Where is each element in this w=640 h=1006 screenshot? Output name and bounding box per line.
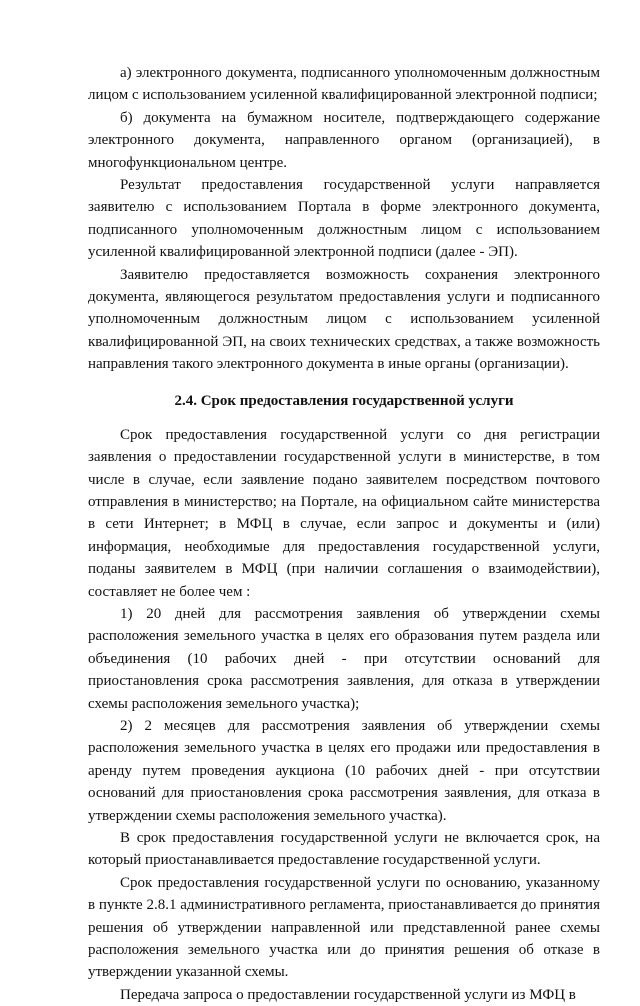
paragraph-term-item-2: 2) 2 месяцев для рассмотрения заявления об утверждении схемы расположения земельного участка в целях его продажи или предоставления в аренду путем проведения аукциона (10 рабочих дней - при отсутствии оснований для приостановления срока рассмотрения заявления, для отказа в утверждении схемы расположения земельного участка).	[88, 717, 600, 824]
paragraph-result-saving: Заявителю предоставляется возможность сохранения электронного документа, являющегося результатом предоставления услуги и подписанного уполномоченным должностным лицом с использованием усиленной квалифицированной ЭП, на своих технических средствах, а также возможность направления такого электронного документа в иные органы (организации).	[88, 266, 600, 373]
paragraph-term-suspension: Срок предоставления государственной услуги по основанию, указанному в пункте 2.8.1 административного регламента, приостанавливается до принятия решения об утверждении направленной или представленной ранее схемы расположения земельного участка или до принятия решения об отказе в утверждении указанной схемы.	[88, 874, 600, 981]
paragraph-item-a: а) электронного документа, подписанного уполномоченным должностным лицом с использованием усиленной квалифицированной электронной подписи;	[88, 65, 600, 104]
paragraph-mfc-transfer: Передача запроса о предоставлении государственной услуги из МФЦ в	[120, 986, 576, 1003]
paragraph-item-b: б) документа на бумажном носителе, подтверждающего содержание электронного документа, направленного органом (организацией), в многофункциональном центре.	[88, 109, 600, 171]
paragraph-term-intro: Срок предоставления государственной услуги со дня регистрации заявления о предоставлении государственной услуги в министерстве, в том числе в случае, если заявление подано заявителем посредством почтового отправления в министерство; на Портале, на официальном сайте министерства в сети Интернет; в МФЦ в случае, если запрос и документы и (или) информация, необходимые для предоставления государственной услуги, поданы заявителем в МФЦ (при наличии соглашения о взаимодействии), составляет не более чем :	[88, 426, 600, 600]
paragraph-term-item-1: 1) 20 дней для рассмотрения заявления об утверждении схемы расположения земельного участка в целях его образования путем раздела или объединения (10 рабочих дней - при отсутствии оснований для приостановления срока рассмотрения заявления, для отказа в утверждении схемы расположения земельного участка);	[88, 605, 600, 712]
paragraph-term-exclusion: В срок предоставления государственной услуги не включается срок, на который приостанавливается предоставление государственной услуги.	[88, 830, 600, 869]
section-heading: 2.4. Срок предоставления государственной услуги	[174, 392, 514, 409]
paragraph-result-delivery: Результат предоставления государственной услуги направляется заявителю с использованием Портала в форме электронного документа, подписанного уполномоченным должностным лицом с использованием усиленной квалифицированной электронной подписи (далее - ЭП).	[88, 177, 600, 261]
